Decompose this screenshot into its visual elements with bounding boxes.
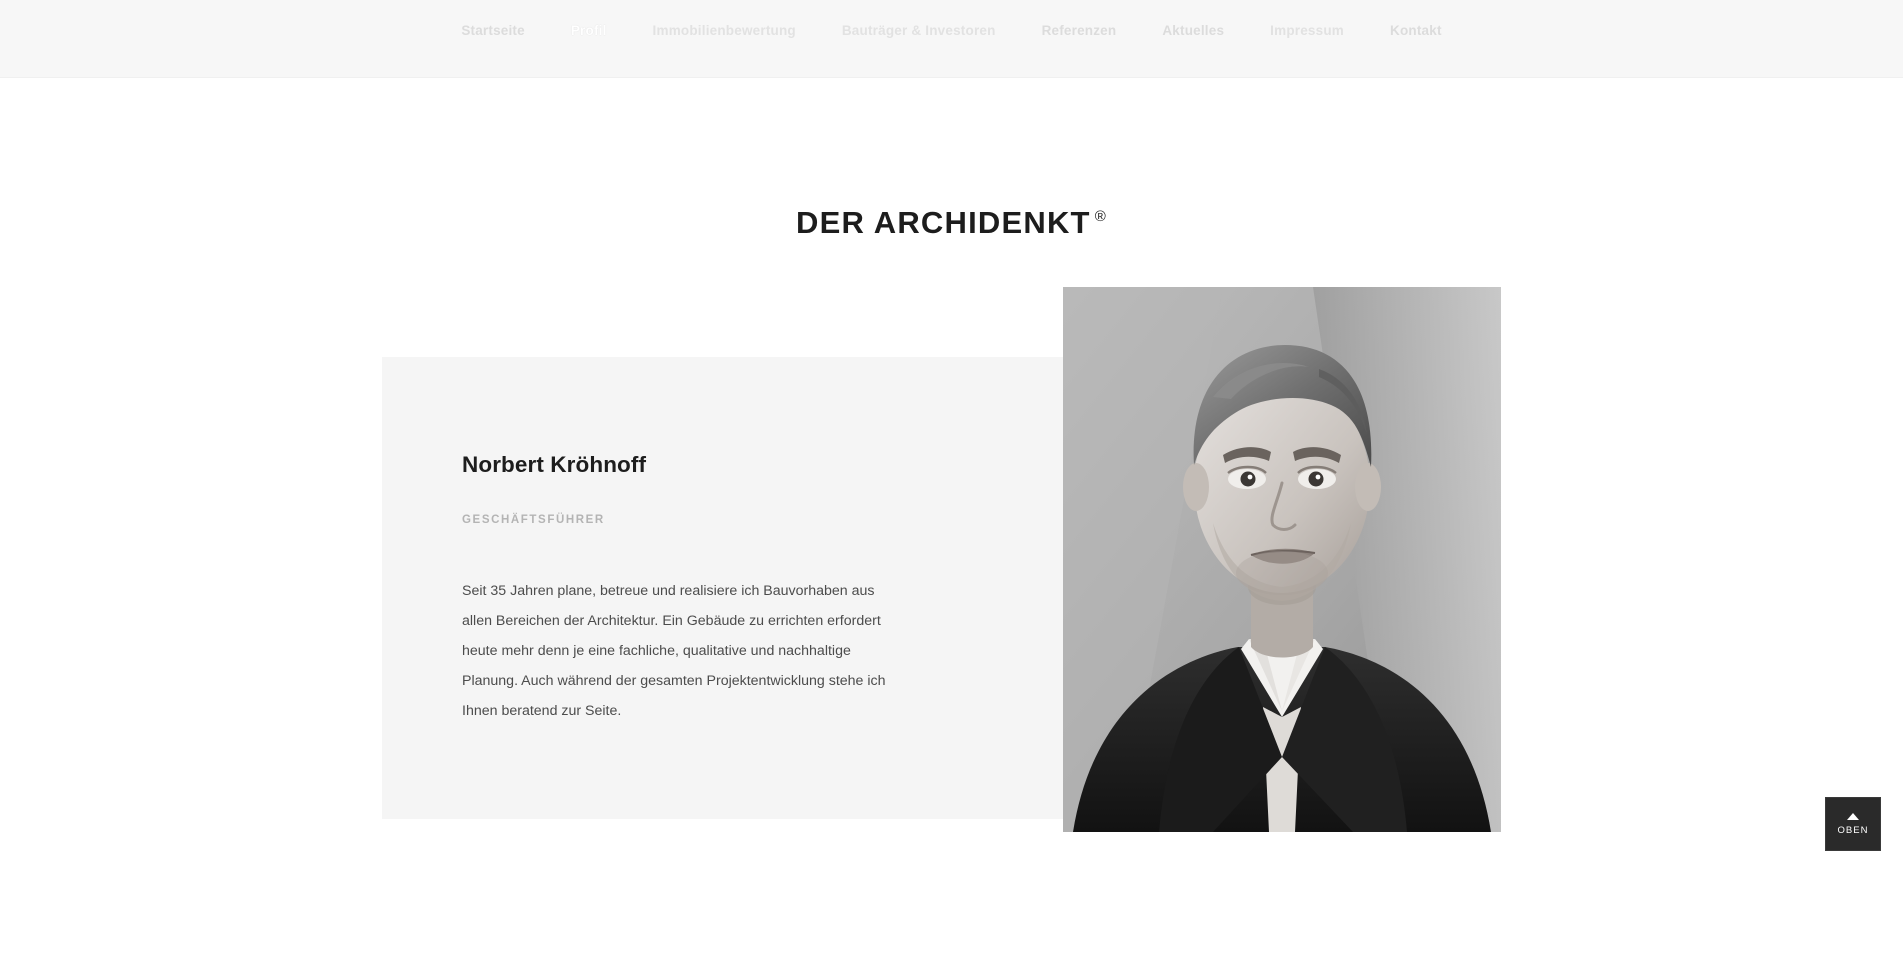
registered-trademark-icon: ® [1094,208,1107,226]
page-title-text: DER ARCHIDENKT [796,204,1091,240]
chevron-up-icon [1847,813,1859,820]
main-navigation [0,0,1903,78]
profile-name: Norbert Kröhnoff [462,451,647,477]
nav-items [461,24,1441,38]
nav-item-referenzen[interactable]: Referenzen [1041,22,1117,38]
profile-role: GESCHÄFTSFÜHRER [462,513,605,526]
nav-item-impressum[interactable]: Impressum [1270,22,1345,38]
profile-section [0,357,1903,829]
page-title [796,204,1107,240]
page-title-container [0,186,1903,259]
profile-portrait-photo [1063,287,1501,832]
nav-item-kontakt[interactable]: Kontakt [1390,22,1442,38]
nav-item-bautraeger-investoren[interactable]: Bauträger & Investoren [841,22,996,38]
profile-card [382,357,1066,819]
portrait-illustration [1063,287,1501,832]
profile-card-content [382,357,902,726]
profile-bio: Seit 35 Jahren plane, betreue und realisiere ich Bauvorhaben aus allen Bereichen der Architektur. Ein Gebäude zu errichten erfordert heute mehr denn je eine fachliche, qualitative und nachhaltige Planung. Auch während der gesamten Projektentwicklung stehe ich Ihnen beratend zur Seite. [462,582,886,719]
back-to-top-label: OBEN [1837,824,1869,836]
back-to-top-button[interactable] [1825,797,1881,851]
nav-item-startseite[interactable]: Startseite [461,22,525,38]
nav-item-profil[interactable]: Profil [570,22,607,38]
nav-item-aktuelles[interactable]: Aktuelles [1162,22,1225,38]
nav-item-immobilienbewertung[interactable]: Immobilienbewertung [652,22,796,38]
